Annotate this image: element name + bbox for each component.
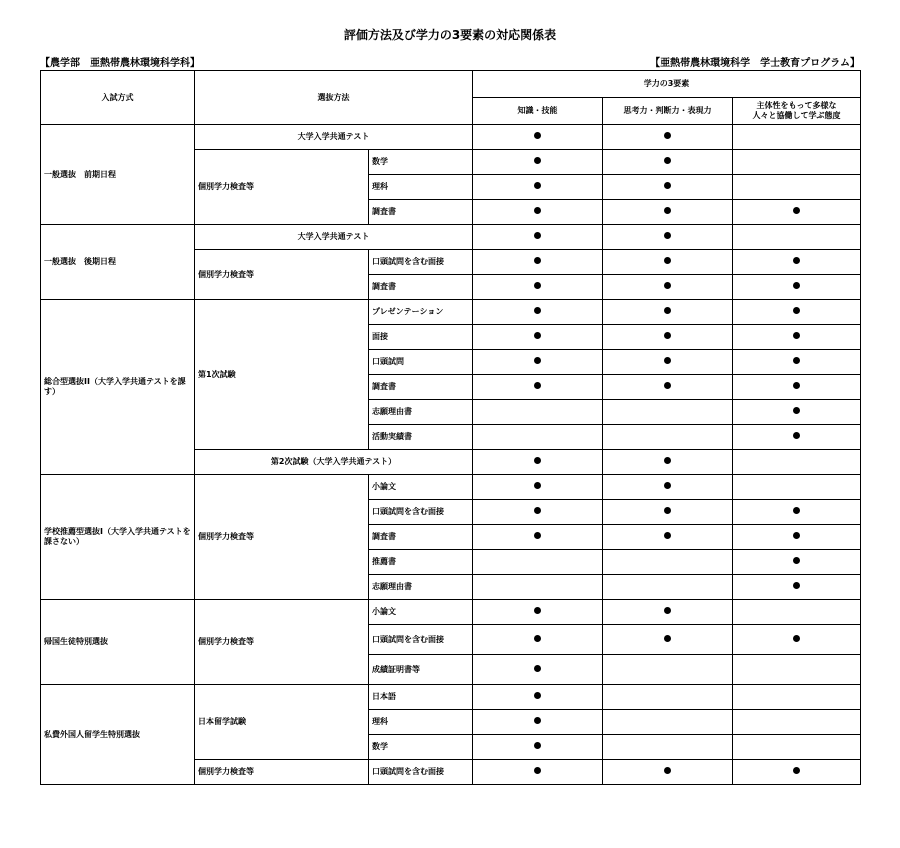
method-cell: 第2次試験（大学入学共通テスト）	[195, 450, 473, 475]
item-cell: 調査書	[369, 525, 473, 550]
page-title: 評価方法及び学力の3要素の対応関係表	[343, 28, 557, 42]
mark-cell-k	[473, 225, 603, 250]
filled-circle-mark	[664, 132, 671, 139]
header-exam-type: 入試方式	[41, 71, 195, 125]
filled-circle-mark	[793, 382, 800, 389]
item-cell: 小論文	[369, 475, 473, 500]
item-cell: 口頭試問を含む面接	[369, 760, 473, 785]
mark-cell-t	[603, 655, 733, 685]
filled-circle-mark	[793, 432, 800, 439]
method-cell: 個別学力検査等	[195, 475, 369, 600]
filled-circle-mark	[664, 182, 671, 189]
filled-circle-mark	[534, 692, 541, 699]
mark-cell-a	[733, 735, 861, 760]
mark-cell-t	[603, 400, 733, 425]
filled-circle-mark	[534, 482, 541, 489]
filled-circle-mark	[534, 507, 541, 514]
method-cell: 個別学力検査等	[195, 760, 369, 785]
table-row	[41, 600, 861, 625]
mark-cell-k	[473, 325, 603, 350]
filled-circle-mark	[793, 635, 800, 642]
table-row	[41, 300, 861, 325]
filled-circle-mark	[534, 257, 541, 264]
mark-cell-a	[733, 685, 861, 710]
header-knowledge: 知識・技能	[473, 98, 603, 125]
filled-circle-mark	[793, 307, 800, 314]
filled-circle-mark	[793, 207, 800, 214]
item-cell: 志願理由書	[369, 575, 473, 600]
item-cell: 調査書	[369, 375, 473, 400]
filled-circle-mark	[664, 307, 671, 314]
mark-cell-k	[473, 600, 603, 625]
filled-circle-mark	[793, 582, 800, 589]
mark-cell-t	[603, 550, 733, 575]
exam-type-cell: 総合型選抜II（大学入学共通テストを課す）	[41, 300, 195, 475]
header-attitude-line2: 人々と協働して学ぶ態度	[752, 111, 841, 120]
mark-cell-t	[603, 625, 733, 655]
mark-cell-a	[733, 225, 861, 250]
mark-cell-t	[603, 575, 733, 600]
filled-circle-mark	[534, 132, 541, 139]
filled-circle-mark	[664, 507, 671, 514]
mark-cell-k	[473, 150, 603, 175]
mark-cell-t	[603, 300, 733, 325]
mark-cell-a	[733, 200, 861, 225]
mark-cell-t	[603, 685, 733, 710]
mark-cell-k	[473, 200, 603, 225]
item-cell: 数学	[369, 150, 473, 175]
mark-cell-t	[603, 350, 733, 375]
method-cell: 個別学力検査等	[195, 250, 369, 300]
mark-cell-a	[733, 425, 861, 450]
filled-circle-mark	[534, 635, 541, 642]
mark-cell-t	[603, 735, 733, 760]
mark-cell-k	[473, 450, 603, 475]
mark-cell-k	[473, 400, 603, 425]
filled-circle-mark	[534, 357, 541, 364]
mark-cell-k	[473, 375, 603, 400]
table-row	[41, 225, 861, 250]
filled-circle-mark	[534, 182, 541, 189]
mark-cell-k	[473, 575, 603, 600]
item-cell: 数学	[369, 735, 473, 760]
item-cell: 口頭試問を含む面接	[369, 625, 473, 655]
method-cell: 個別学力検査等	[195, 150, 369, 225]
filled-circle-mark	[534, 767, 541, 774]
method-cell: 大学入学共通テスト	[195, 125, 473, 150]
filled-circle-mark	[534, 157, 541, 164]
mark-cell-t	[603, 760, 733, 785]
filled-circle-mark	[793, 507, 800, 514]
exam-type-cell: 学校推薦型選抜I（大学入学共通テストを課さない）	[41, 475, 195, 600]
item-cell: 小論文	[369, 600, 473, 625]
filled-circle-mark	[664, 232, 671, 239]
item-cell: 調査書	[369, 200, 473, 225]
mark-cell-t	[603, 600, 733, 625]
mark-cell-a	[733, 375, 861, 400]
mark-cell-k	[473, 300, 603, 325]
filled-circle-mark	[664, 457, 671, 464]
mark-cell-k	[473, 760, 603, 785]
mark-cell-a	[733, 275, 861, 300]
item-cell: 調査書	[369, 275, 473, 300]
filled-circle-mark	[534, 607, 541, 614]
filled-circle-mark	[534, 332, 541, 339]
mark-cell-t	[603, 175, 733, 200]
filled-circle-mark	[664, 607, 671, 614]
mark-cell-k	[473, 175, 603, 200]
mark-cell-a	[733, 500, 861, 525]
mark-cell-k	[473, 685, 603, 710]
filled-circle-mark	[664, 767, 671, 774]
header-row	[41, 71, 861, 98]
filled-circle-mark	[664, 635, 671, 642]
mark-cell-a	[733, 450, 861, 475]
header-method: 選抜方法	[195, 71, 473, 125]
mark-cell-a	[733, 600, 861, 625]
item-cell: 活動実績書	[369, 425, 473, 450]
header-attitude-line1: 主体性をもって多様な	[756, 101, 837, 111]
method-cell: 大学入学共通テスト	[195, 225, 473, 250]
mark-cell-a	[733, 325, 861, 350]
exam-type-cell: 一般選抜 後期日程	[41, 225, 195, 300]
item-cell: 志願理由書	[369, 400, 473, 425]
mark-cell-a	[733, 655, 861, 685]
exam-type-cell: 私費外国人留学生特別選抜	[41, 685, 195, 785]
filled-circle-mark	[793, 357, 800, 364]
mark-cell-k	[473, 625, 603, 655]
mark-cell-a	[733, 250, 861, 275]
mark-cell-k	[473, 500, 603, 525]
table-row	[41, 475, 861, 500]
evaluation-table	[40, 70, 861, 785]
mark-cell-a	[733, 550, 861, 575]
mark-cell-t	[603, 450, 733, 475]
method-cell: 日本留学試験	[195, 685, 369, 760]
mark-cell-k	[473, 425, 603, 450]
mark-cell-t	[603, 250, 733, 275]
mark-cell-k	[473, 550, 603, 575]
mark-cell-t	[603, 475, 733, 500]
mark-cell-a	[733, 625, 861, 655]
table-row	[41, 125, 861, 150]
item-cell: 口頭試問	[369, 350, 473, 375]
filled-circle-mark	[534, 457, 541, 464]
mark-cell-t	[603, 125, 733, 150]
mark-cell-k	[473, 525, 603, 550]
mark-cell-a	[733, 400, 861, 425]
mark-cell-k	[473, 735, 603, 760]
mark-cell-t	[603, 150, 733, 175]
header-thinking: 思考力・判断力・表現力	[603, 98, 733, 125]
item-cell: 日本語	[369, 685, 473, 710]
program-label: 【亜熱帯農林環境科学 学士教育プログラム】	[650, 58, 860, 69]
item-cell: プレゼンテーション	[369, 300, 473, 325]
filled-circle-mark	[534, 665, 541, 672]
filled-circle-mark	[534, 532, 541, 539]
mark-cell-a	[733, 710, 861, 735]
item-cell: 成績証明書等	[369, 655, 473, 685]
filled-circle-mark	[793, 257, 800, 264]
item-cell: 理科	[369, 175, 473, 200]
item-cell: 面接	[369, 325, 473, 350]
item-cell: 口頭試問を含む面接	[369, 500, 473, 525]
mark-cell-a	[733, 125, 861, 150]
filled-circle-mark	[664, 257, 671, 264]
mark-cell-a	[733, 175, 861, 200]
item-cell: 理科	[369, 710, 473, 735]
filled-circle-mark	[664, 332, 671, 339]
filled-circle-mark	[534, 282, 541, 289]
mark-cell-k	[473, 250, 603, 275]
filled-circle-mark	[793, 407, 800, 414]
filled-circle-mark	[664, 282, 671, 289]
filled-circle-mark	[664, 382, 671, 389]
mark-cell-t	[603, 525, 733, 550]
table-row	[41, 685, 861, 710]
mark-cell-t	[603, 225, 733, 250]
filled-circle-mark	[793, 282, 800, 289]
item-cell: 推薦書	[369, 550, 473, 575]
filled-circle-mark	[534, 717, 541, 724]
mark-cell-k	[473, 475, 603, 500]
mark-cell-t	[603, 375, 733, 400]
mark-cell-a	[733, 760, 861, 785]
filled-circle-mark	[793, 557, 800, 564]
mark-cell-k	[473, 655, 603, 685]
filled-circle-mark	[534, 207, 541, 214]
mark-cell-a	[733, 150, 861, 175]
faculty-label: 【農学部 亜熱帯農林環境科学科】	[40, 58, 200, 69]
mark-cell-a	[733, 525, 861, 550]
method-cell: 個別学力検査等	[195, 600, 369, 685]
filled-circle-mark	[664, 482, 671, 489]
mark-cell-k	[473, 350, 603, 375]
mark-cell-a	[733, 300, 861, 325]
mark-cell-t	[603, 500, 733, 525]
mark-cell-t	[603, 275, 733, 300]
filled-circle-mark	[534, 307, 541, 314]
filled-circle-mark	[664, 532, 671, 539]
mark-cell-k	[473, 275, 603, 300]
exam-type-cell: 一般選抜 前期日程	[41, 125, 195, 225]
header-three-elements: 学力の3要素	[473, 71, 861, 98]
filled-circle-mark	[793, 332, 800, 339]
filled-circle-mark	[664, 357, 671, 364]
filled-circle-mark	[664, 157, 671, 164]
header-attitude	[733, 98, 861, 125]
filled-circle-mark	[793, 532, 800, 539]
method-cell: 第1次試験	[195, 300, 369, 450]
mark-cell-t	[603, 425, 733, 450]
mark-cell-t	[603, 710, 733, 735]
mark-cell-k	[473, 125, 603, 150]
filled-circle-mark	[534, 742, 541, 749]
item-cell: 口頭試問を含む面接	[369, 250, 473, 275]
mark-cell-a	[733, 575, 861, 600]
mark-cell-t	[603, 200, 733, 225]
mark-cell-k	[473, 710, 603, 735]
filled-circle-mark	[664, 207, 671, 214]
filled-circle-mark	[534, 232, 541, 239]
mark-cell-t	[603, 325, 733, 350]
filled-circle-mark	[793, 767, 800, 774]
mark-cell-a	[733, 350, 861, 375]
exam-type-cell: 帰国生徒特別選抜	[41, 600, 195, 685]
filled-circle-mark	[534, 382, 541, 389]
mark-cell-a	[733, 475, 861, 500]
